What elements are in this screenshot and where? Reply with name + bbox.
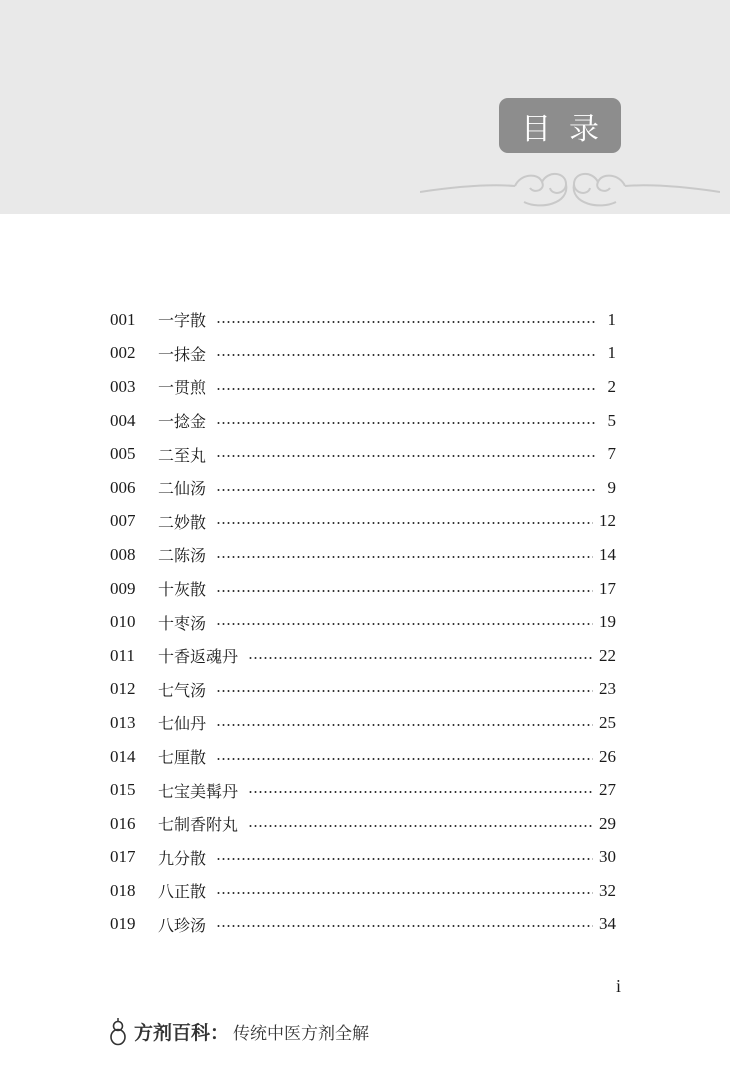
footer-subtitle: 传统中医方剂全解 [233, 1023, 370, 1044]
footer [108, 1016, 369, 1046]
toc-entry[interactable] [110, 841, 616, 875]
toc-entry-number: 013 [110, 712, 136, 732]
toc-entry[interactable] [110, 572, 616, 606]
toc-leader-dots [216, 321, 596, 323]
toc-entry-number: 002 [110, 343, 136, 363]
toc-entry-number: 007 [110, 511, 136, 531]
toc-entry-page: 27 [599, 780, 616, 800]
toc-entry-number: 019 [110, 914, 136, 934]
toc-entry-page: 34 [599, 914, 616, 934]
toc-leader-dots [248, 657, 593, 659]
toc-entry-title: 一抹金 [158, 344, 207, 364]
toc-entry-number: 006 [110, 477, 136, 497]
toc-entry[interactable] [110, 874, 616, 908]
toc-entry-page: 12 [599, 511, 616, 531]
toc-entry-title: 十枣汤 [158, 613, 207, 633]
toc-entry-title: 一捻金 [158, 412, 207, 432]
toc-entry[interactable] [110, 740, 616, 774]
toc-entry-page: 9 [607, 477, 616, 497]
toc-entry[interactable] [110, 807, 616, 841]
toc-leader-dots [216, 354, 596, 356]
toc-entry-page: 1 [607, 343, 616, 363]
toc-entry-page: 22 [599, 645, 616, 665]
toc-entry-number: 015 [110, 780, 136, 800]
toc-entry[interactable] [110, 404, 616, 438]
toc-entry-title: 一贯煎 [158, 378, 207, 398]
toc-entry-page: 7 [607, 444, 616, 464]
toc-entry-title: 八正散 [158, 882, 207, 902]
toc-entry[interactable] [110, 538, 616, 572]
toc-entry-page: 1 [607, 309, 616, 329]
toc-entry-title: 七仙丹 [158, 714, 207, 734]
toc-entry-title: 十灰散 [158, 580, 207, 600]
toc-leader-dots [216, 724, 593, 726]
toc-entry-page: 5 [607, 410, 616, 430]
toc-entry-title: 二妙散 [158, 512, 207, 532]
toc-entry[interactable] [110, 908, 616, 942]
toc-entry-number: 005 [110, 444, 136, 464]
toc-leader-dots [216, 489, 596, 491]
toc-entry[interactable] [110, 605, 616, 639]
toc-entry[interactable] [110, 471, 616, 505]
toc-leader-dots [216, 892, 593, 894]
toc-entry[interactable] [110, 706, 616, 740]
toc-entry[interactable] [110, 639, 616, 673]
toc-entry-title: 十香返魂丹 [158, 647, 239, 667]
toc-entry[interactable] [110, 673, 616, 707]
toc-entry-number: 017 [110, 847, 136, 867]
toc-entry-number: 010 [110, 612, 136, 632]
toc-entry-page: 14 [599, 544, 616, 564]
toc-leader-dots [216, 690, 593, 692]
toc-list [110, 303, 616, 941]
toc-leader-dots [216, 522, 593, 524]
toc-entry-page: 23 [599, 679, 616, 699]
toc-entry-number: 018 [110, 880, 136, 900]
toc-entry-title: 二至丸 [158, 445, 207, 465]
toc-entry-number: 004 [110, 410, 136, 430]
toc-leader-dots [248, 825, 593, 827]
toc-leader-dots [216, 455, 596, 457]
toc-entry[interactable] [110, 437, 616, 471]
toc-entry-number: 014 [110, 746, 136, 766]
toc-entry[interactable] [110, 505, 616, 539]
toc-leader-dots [216, 556, 593, 558]
toc-entry-number: 009 [110, 578, 136, 598]
toc-entry-page: 29 [599, 813, 616, 833]
toc-entry-page: 19 [599, 612, 616, 632]
footer-brand: 方剂百科： [134, 1021, 230, 1044]
cloud-ornament-icon [420, 160, 720, 216]
toc-entry-page: 25 [599, 712, 616, 732]
toc-title: 目录 [499, 98, 621, 153]
page-number: i [616, 976, 622, 996]
toc-entry-title: 八珍汤 [158, 915, 207, 935]
toc-leader-dots [216, 925, 593, 927]
toc-leader-dots [216, 623, 593, 625]
toc-leader-dots [216, 858, 593, 860]
toc-entry-title: 一字散 [158, 311, 207, 331]
toc-entry-number: 008 [110, 544, 136, 564]
toc-entry-number: 003 [110, 376, 136, 396]
toc-entry-title: 七制香附丸 [158, 815, 239, 835]
toc-entry-number: 011 [110, 645, 135, 665]
toc-leader-dots [216, 388, 596, 390]
toc-leader-dots [216, 422, 596, 424]
toc-entry-page: 32 [599, 880, 616, 900]
toc-entry-page: 17 [599, 578, 616, 598]
toc-entry-page: 26 [599, 746, 616, 766]
toc-entry[interactable] [110, 773, 616, 807]
toc-leader-dots [216, 758, 593, 760]
toc-entry-title: 七宝美髯丹 [158, 781, 239, 801]
toc-entry-title: 七气汤 [158, 680, 207, 700]
toc-entry-number: 012 [110, 679, 136, 699]
toc-leader-dots [216, 590, 593, 592]
toc-entry-page: 2 [607, 376, 616, 396]
toc-entry-title: 七厘散 [158, 748, 207, 768]
toc-entry-number: 016 [110, 813, 136, 833]
toc-entry[interactable] [110, 337, 616, 371]
toc-entry-title: 二仙汤 [158, 479, 207, 499]
toc-entry-number: 001 [110, 309, 136, 329]
toc-entry[interactable] [110, 303, 616, 337]
toc-leader-dots [248, 791, 593, 793]
toc-entry-page: 30 [599, 847, 616, 867]
toc-entry-title: 二陈汤 [158, 546, 207, 566]
toc-entry-title: 九分散 [158, 848, 207, 868]
gourd-icon [108, 1016, 128, 1046]
toc-entry[interactable] [110, 370, 616, 404]
